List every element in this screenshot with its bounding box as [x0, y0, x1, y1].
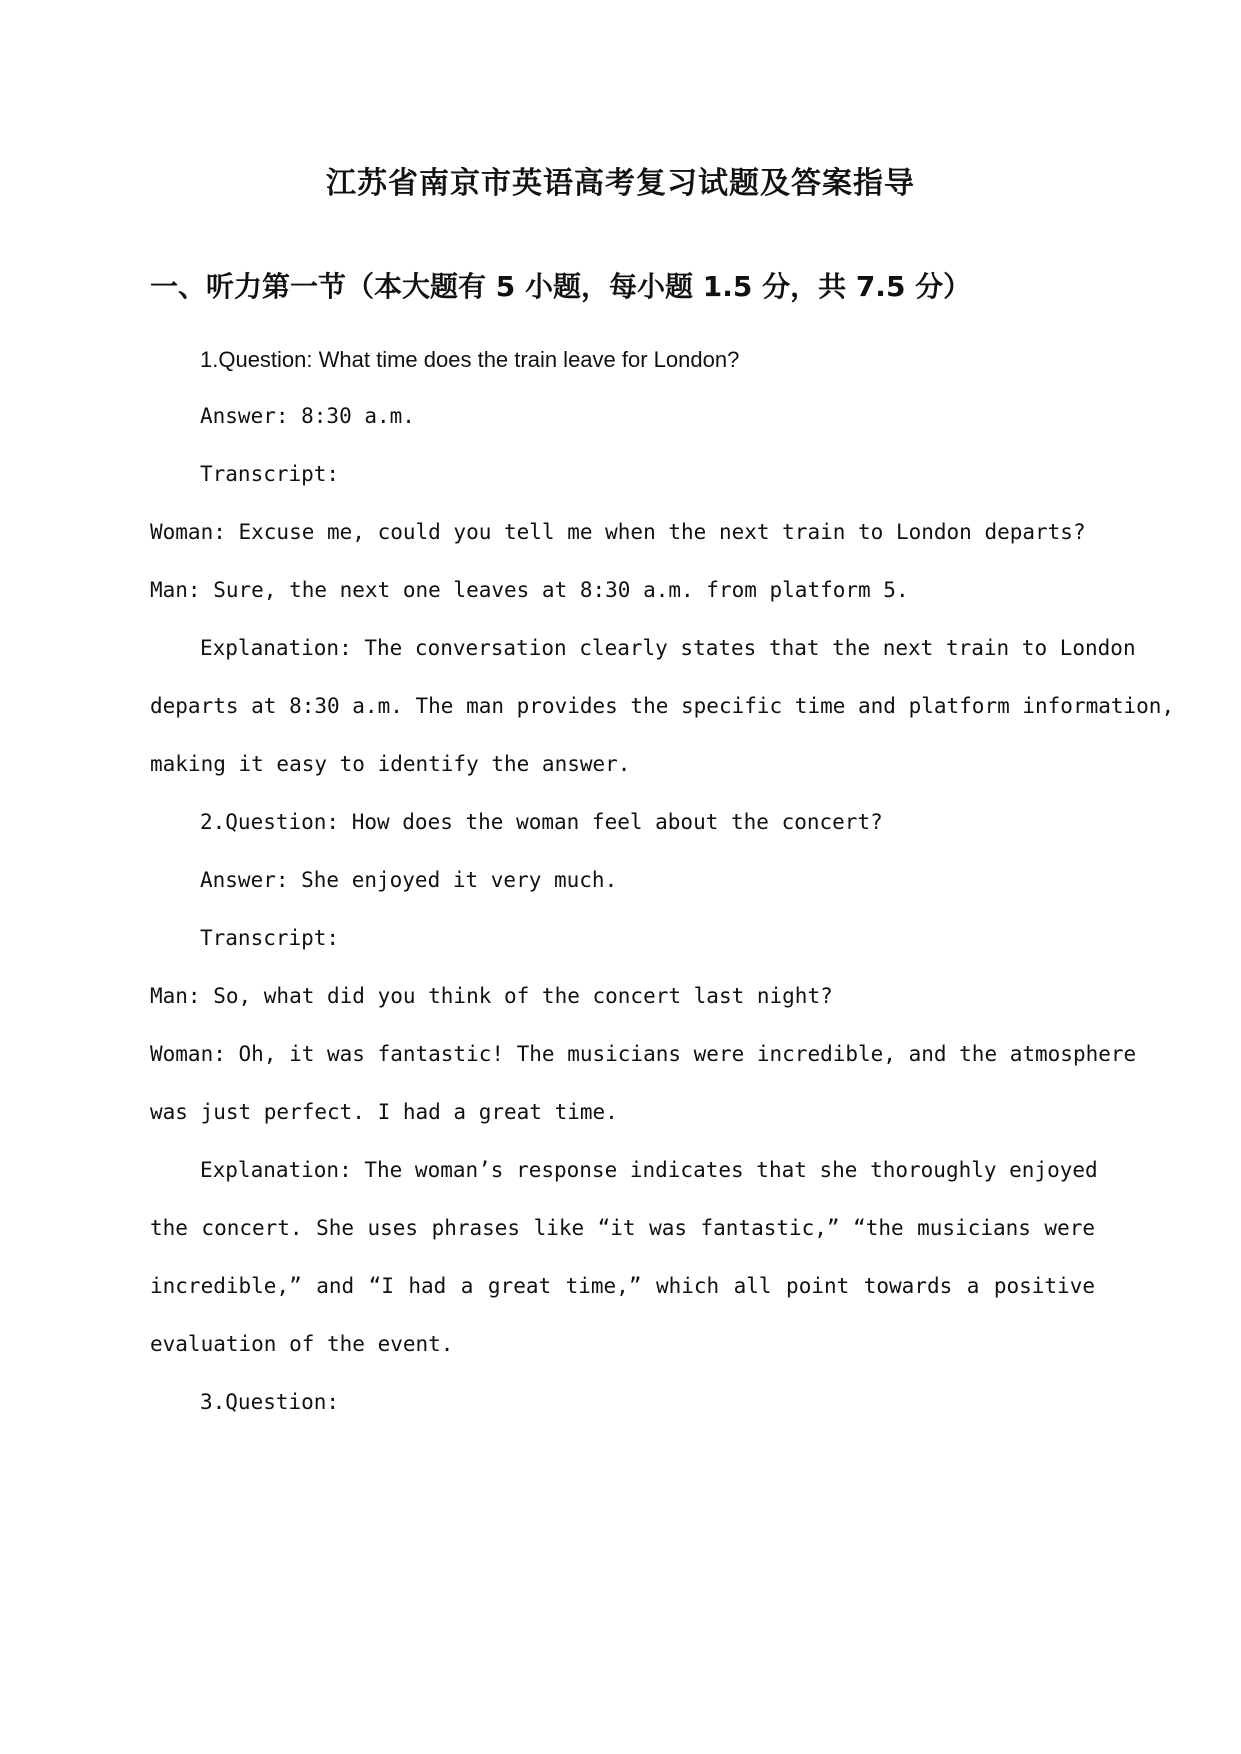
transcript-label-2: Transcript:: [200, 926, 340, 950]
answer-2: Answer: She enjoyed it very much.: [200, 868, 618, 892]
question-2: 2.Question: How does the woman feel about the concert?: [200, 810, 883, 834]
dialogue-line: was just perfect. I had a great time.: [150, 1100, 618, 1124]
answer-1: Answer: 8:30 a.m.: [200, 404, 415, 428]
dialogue-line: Woman: Oh, it was fantastic! The musicians were incredible, and the atmosphere: [150, 1042, 1137, 1066]
question-3: 3.Question:: [200, 1390, 340, 1414]
explanation-line: making it easy to identify the answer.: [150, 752, 631, 776]
section-heading: 一、听力第一节（本大题有 5 小题，每小题 1.5 分，共 7.5 分）: [150, 270, 972, 303]
explanation-line: incredible,” and “I had a great time,” which all point towards a positive: [150, 1274, 1095, 1298]
explanation-line: Explanation: The woman’s response indicates that she thoroughly enjoyed: [200, 1158, 1098, 1182]
page-title: 江苏省南京市英语高考复习试题及答案指导: [326, 166, 915, 201]
dialogue-line: Man: Sure, the next one leaves at 8:30 a.m. from platform 5.: [150, 578, 909, 602]
dialogue-line: Man: So, what did you think of the concert last night?: [150, 984, 833, 1008]
explanation-line: departs at 8:30 a.m. The man provides the specific time and platform information,: [150, 694, 1175, 718]
explanation-line: evaluation of the event.: [150, 1332, 454, 1356]
dialogue-line: Woman: Excuse me, could you tell me when the next train to London departs?: [150, 520, 1086, 544]
transcript-label-1: Transcript:: [200, 462, 340, 486]
question-1: 1.Question: What time does the train leave for London?: [200, 347, 740, 372]
explanation-line: the concert. She uses phrases like “it was fantastic,” “the musicians were: [150, 1216, 1095, 1240]
explanation-line: Explanation: The conversation clearly states that the next train to London: [200, 636, 1136, 660]
